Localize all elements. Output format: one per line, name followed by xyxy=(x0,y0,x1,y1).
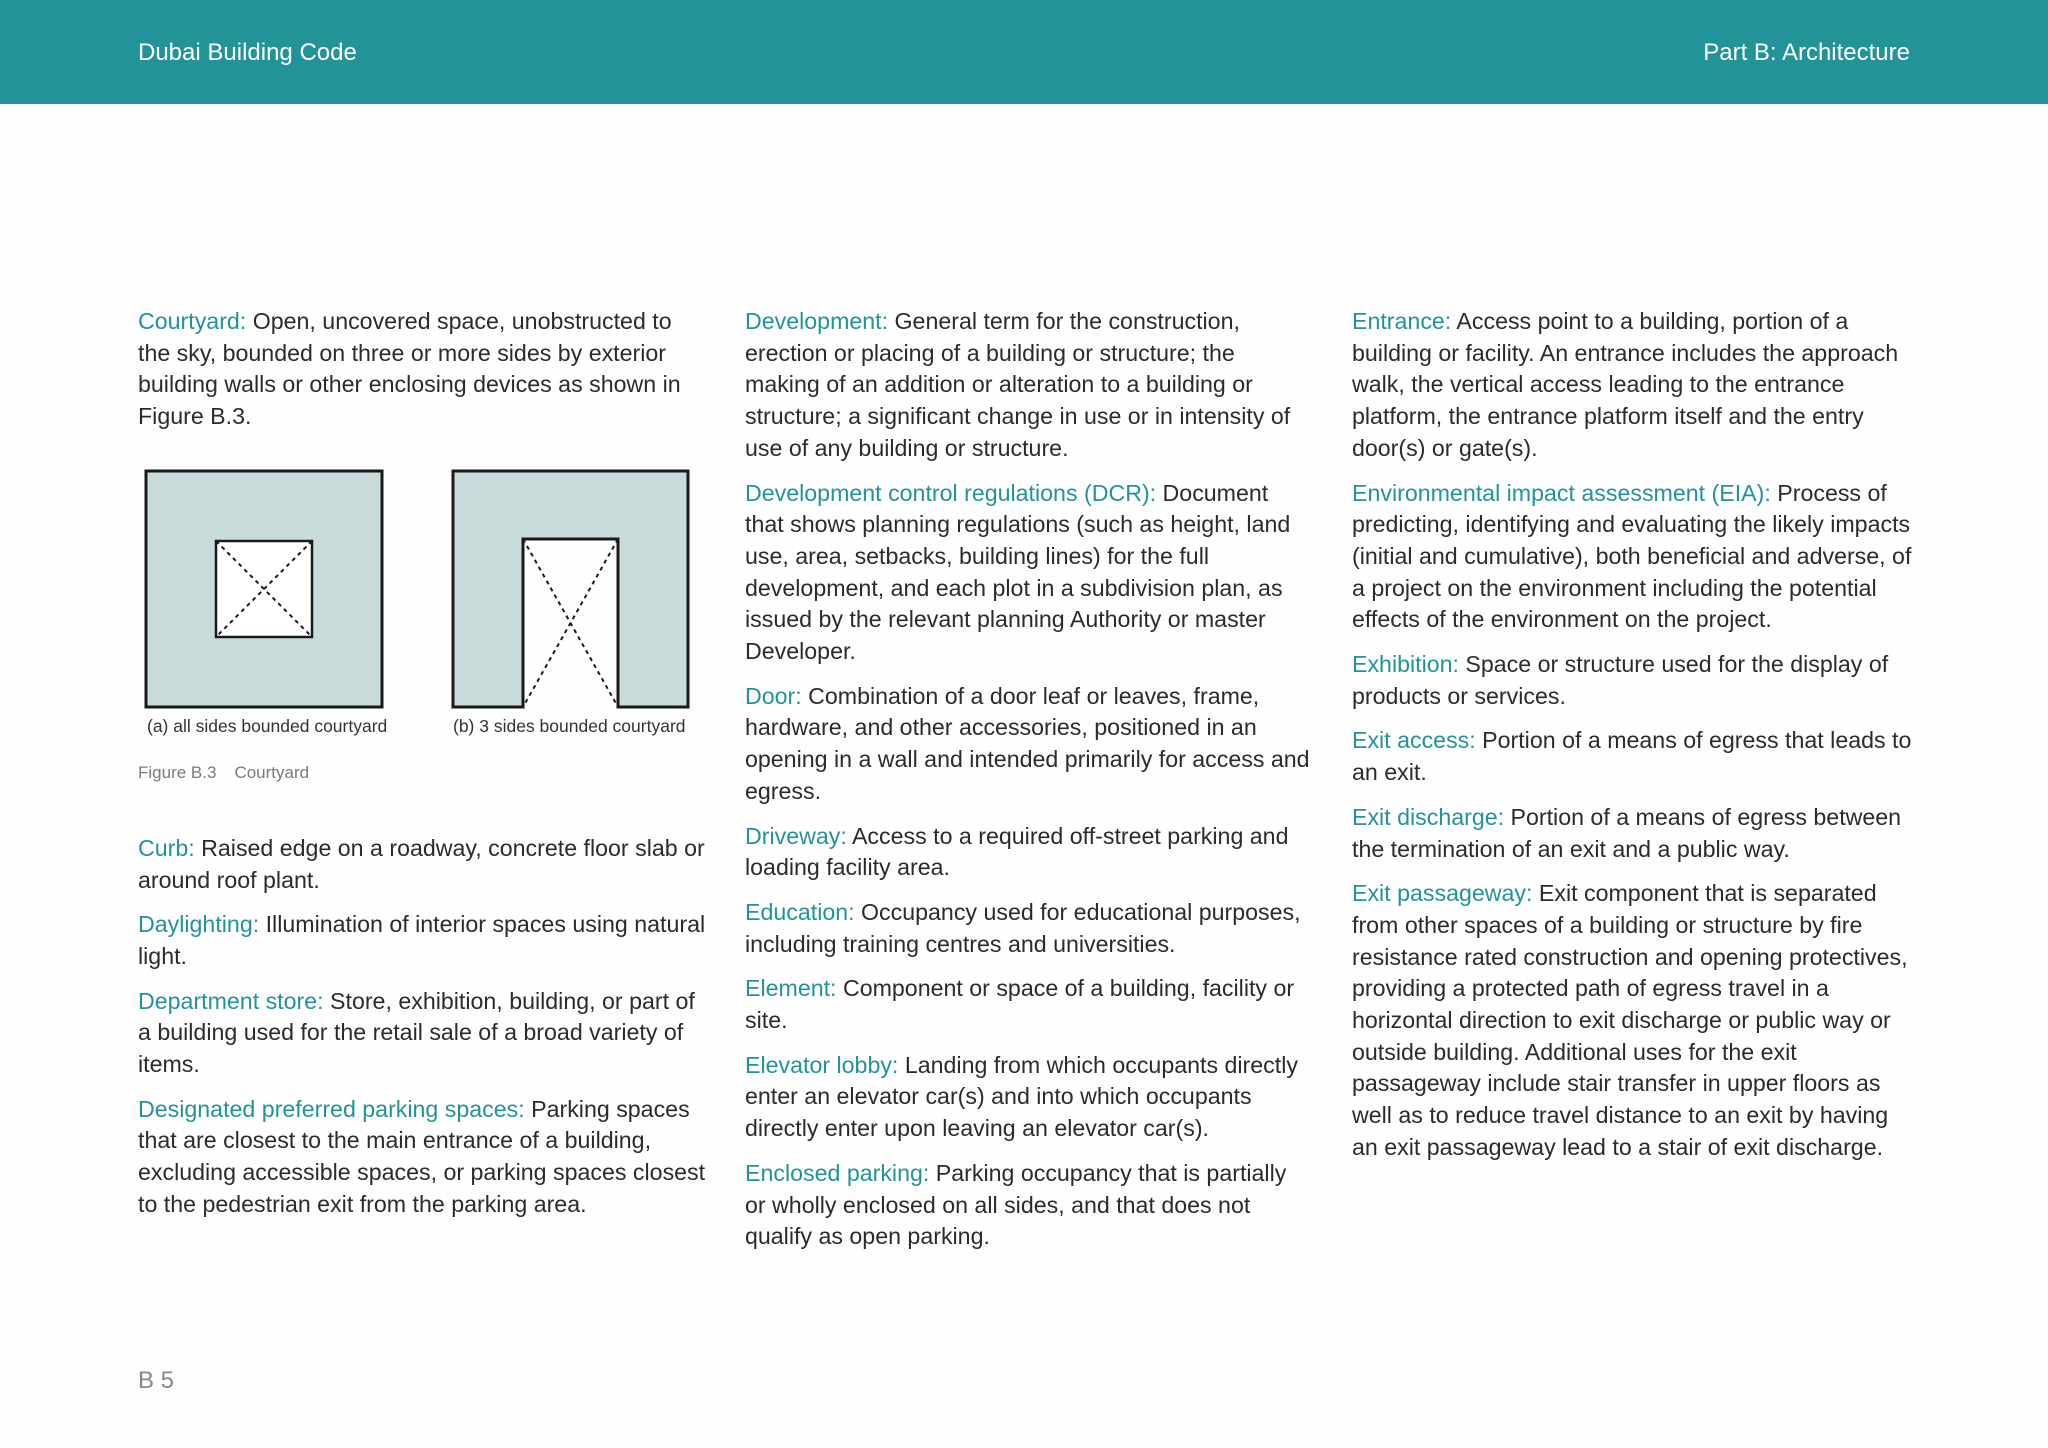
definition-curb xyxy=(138,833,706,896)
column-3 xyxy=(1352,306,1920,1177)
definition-entrance xyxy=(1352,306,1920,465)
definition-element xyxy=(745,973,1313,1036)
definition-term: Department store: xyxy=(138,987,324,1014)
column-1-entries xyxy=(138,833,706,1221)
figure-caption-b: (b) 3 sides bounded courtyard xyxy=(453,715,686,736)
definition-text: Access point to a building, portion of a building or facility. An entrance includes the approach walk, the vertical access leading to the entrance platform, the entrance platform itself and the entry door(s) or gate(s). xyxy=(1352,308,1899,461)
definition-text: Illumination of interior spaces using natural light. xyxy=(138,911,706,969)
figure-label xyxy=(138,762,309,784)
definition-courtyard xyxy=(138,306,706,433)
definition-designated-preferred-parking xyxy=(138,1094,706,1221)
definition-driveway xyxy=(745,821,1313,884)
definition-text: Open, uncovered space, unobstructed to the sky, bounded on three or more sides by exterior building walls or other enclosing devices as shown in Figure B.3. xyxy=(138,308,681,430)
courtyard-diagram xyxy=(138,461,694,721)
definition-term: Entrance: xyxy=(1352,308,1452,334)
header-bar xyxy=(0,0,2048,104)
definition-term: Environmental impact assessment (EIA): xyxy=(1352,479,1771,506)
definition-development xyxy=(745,306,1313,465)
courtyard-diagram-b xyxy=(453,471,688,707)
definition-text: Space or structure used for the display of products or services. xyxy=(1352,651,1889,709)
definition-text: Store, exhibition, building, or part of a building used for the retail sale of a broad variety of items. xyxy=(138,987,695,1078)
definition-door xyxy=(745,681,1313,808)
definition-text: Combination of a door leaf or leaves, frame, hardware, and other accessories, positioned in an opening in a wall and intended primarily for access and egress. xyxy=(745,682,1310,804)
courtyard-figure xyxy=(138,461,694,811)
definition-dcr xyxy=(745,478,1313,668)
definition-enclosed-parking xyxy=(745,1158,1313,1253)
courtyard-diagram-a xyxy=(146,471,382,707)
figure-caption-a: (a) all sides bounded courtyard xyxy=(147,715,388,736)
definition-text: Exit component that is separated from other spaces of a building or structure by fire resistance rated construction and opening protectives, providing a protected path of egress travel in a horizontal direction to exit discharge or public way or outside building. Additional uses for the exit passageway include stair transfer in upper floors as well as to reduce travel distance to an exit by having an exit passageway lead to a stair of exit discharge. xyxy=(1352,880,1908,1160)
definition-exit-passageway xyxy=(1352,878,1920,1163)
definition-elevator-lobby xyxy=(745,1050,1313,1145)
page-number: B 5 xyxy=(138,1367,175,1394)
document-title: Dubai Building Code xyxy=(138,39,357,66)
definition-education xyxy=(745,897,1313,960)
definition-term: Exhibition: xyxy=(1352,651,1459,678)
definition-text: Parking occupancy that is partially or wholly enclosed on all sides, and that does not qualify as open parking. xyxy=(745,1159,1287,1250)
section-title: Part B: Architecture xyxy=(1703,39,1910,66)
definition-term: Development: xyxy=(745,308,889,334)
column-2 xyxy=(745,306,1313,1266)
definition-term: Development control regulations (DCR): xyxy=(745,479,1157,506)
definition-term: Door: xyxy=(745,682,802,709)
definition-text: Raised edge on a roadway, concrete floor slab or around roof plant. xyxy=(138,834,705,893)
definition-exit-access xyxy=(1352,725,1920,788)
definition-term: Courtyard: xyxy=(138,308,247,334)
definition-term: Driveway: xyxy=(745,822,847,849)
definition-term: Education: xyxy=(745,898,855,925)
definition-text: Occupancy used for educational purposes, including training centres and universities. xyxy=(745,898,1301,957)
definition-text: Process of predicting, identifying and evaluating the likely impacts (initial and cumulative), both beneficial and adverse, of a project on the environment including the potential effects of the environment on the project. xyxy=(1352,479,1912,633)
definition-exit-discharge xyxy=(1352,802,1920,865)
definition-term: Daylighting: xyxy=(138,911,260,938)
definition-text: Portion of a means of egress that leads to an exit. xyxy=(1352,727,1912,786)
definition-term: Exit passageway: xyxy=(1352,880,1533,907)
definition-term: Elevator lobby: xyxy=(745,1051,899,1078)
definition-text: Parking spaces that are closest to the main entrance of a building, excluding accessible spaces, or parking spaces closest to the pedestrian exit from the parking area. xyxy=(138,1095,706,1217)
definition-term: Exit access: xyxy=(1352,727,1476,754)
definition-text: General term for the construction, erection or placing of a building or structure; the making of an addition or alteration to a building or structure; a significant change in use or in intensity of use of any building or structure. xyxy=(745,308,1291,461)
column-1 xyxy=(138,306,706,1234)
definition-term: Designated preferred parking spaces: xyxy=(138,1095,525,1122)
definition-term: Element: xyxy=(745,975,837,1002)
definition-text: Document that shows planning regulations (such as height, land use, area, setbacks, building lines) for the full development, and each plot in a subdivision plan, as issued by the relevant planning Authority or master Developer. xyxy=(745,479,1291,665)
definition-exhibition xyxy=(1352,649,1920,712)
definition-text: Portion of a means of egress between the termination of an exit and a public way. xyxy=(1352,803,1902,862)
definition-text: Landing from which occupants directly enter an elevator car(s) and into which occupants directly enter upon leaving an elevator car(s). xyxy=(745,1051,1298,1142)
definition-term: Enclosed parking: xyxy=(745,1159,930,1186)
definition-department-store xyxy=(138,986,706,1081)
definition-daylighting xyxy=(138,909,706,972)
definition-term: Exit discharge: xyxy=(1352,803,1505,830)
definition-eia xyxy=(1352,478,1920,637)
definition-term: Curb: xyxy=(138,834,195,861)
figure-title: Courtyard xyxy=(234,762,310,782)
figure-number: Figure B.3 xyxy=(138,762,217,782)
definition-text: Access to a required off-street parking and loading facility area. xyxy=(745,822,1289,881)
definition-text: Component or space of a building, facility or site. xyxy=(745,975,1295,1034)
